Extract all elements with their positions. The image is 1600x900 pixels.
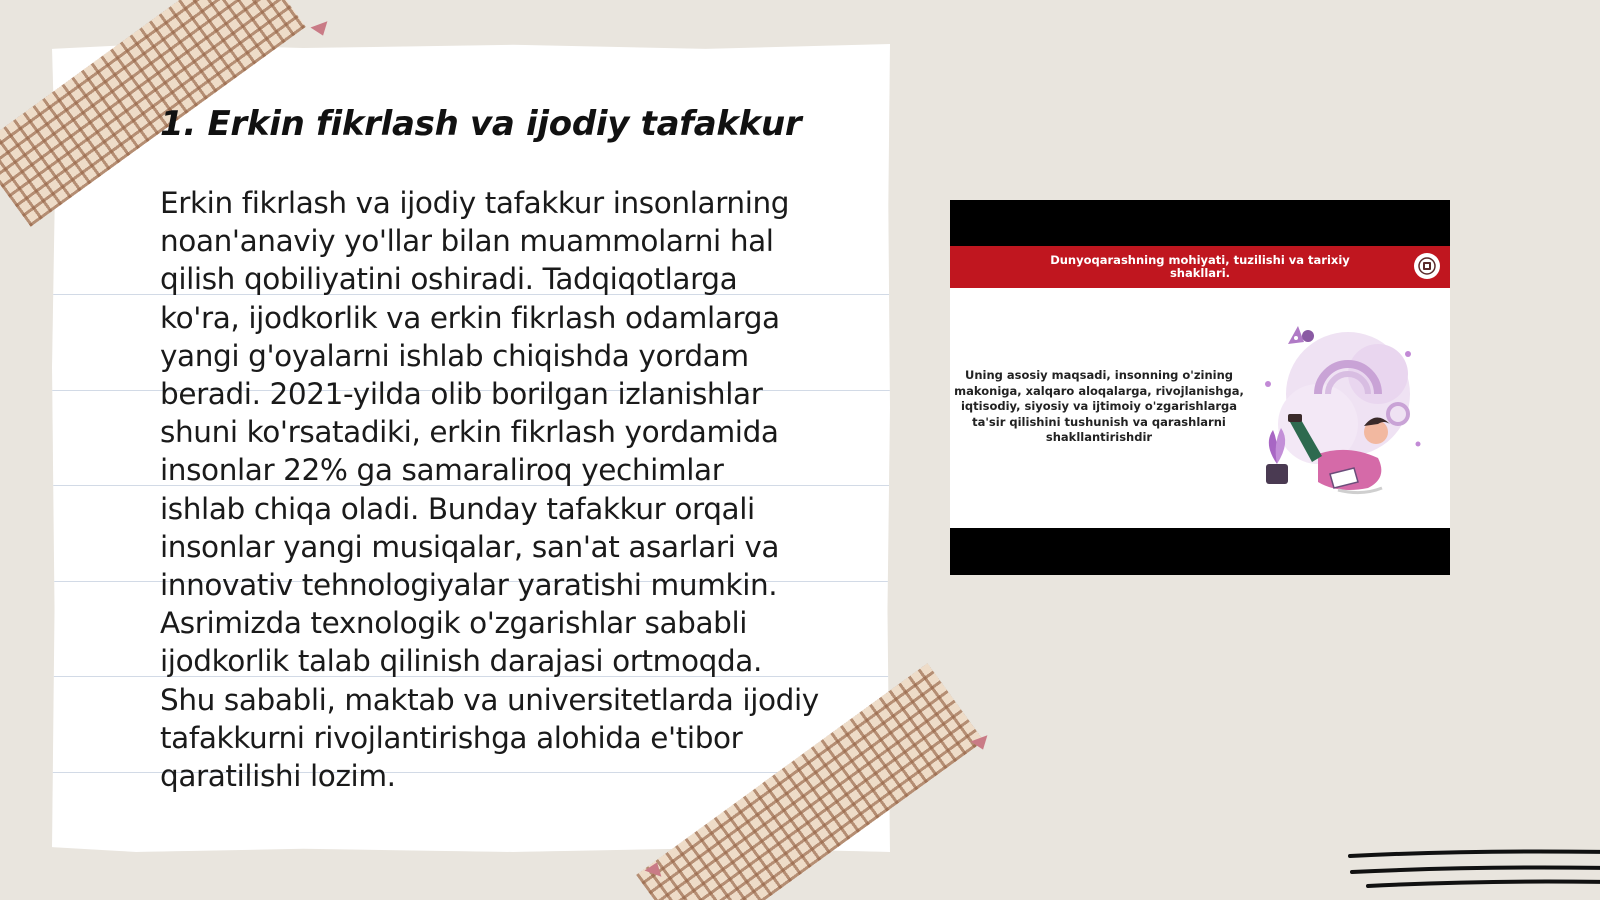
video-logo-icon: [1414, 253, 1440, 279]
body-line: yangi g'oyalarni ishlab chiqishda yordam: [160, 338, 749, 373]
body-line: noan'anaviy yo'llar bilan muammolarni hal: [160, 224, 774, 259]
body-line: Asrimizda texnologik o'zgarishlar sababli: [160, 606, 748, 641]
body-line: beradi. 2021-yilda olib borilgan izlanishlar: [160, 377, 763, 412]
body-line: insonlar yangi musiqalar, san'at asarlari va: [160, 529, 780, 564]
caption-line: shakllantirishdir: [1045, 430, 1153, 444]
body-line: ijodkorlik talab qilinish darajasi ortmoqda.: [160, 644, 762, 679]
body-line: Erkin fikrlash va ijodiy tafakkur insonlarning: [160, 186, 790, 220]
decorative-lines: [1348, 846, 1600, 892]
caption-line: ta'sir qilishini tushunish va qarashlarni: [972, 414, 1226, 429]
body-line: insonlar 22% ga samaraliroq yechimlar: [160, 453, 724, 488]
body-line: tafakkurni rivojlantirishga alohida e'tibor: [160, 720, 743, 755]
body-line: qaratilishi lozim.: [160, 759, 396, 794]
video-header-line: Dunyoqarashning mohiyati, tuzilishi va tarixiy: [1050, 253, 1350, 267]
body-line: Shu sababli, maktab va universitetlarda ijodiy: [160, 682, 819, 717]
body-line: ko'ra, ijodkorlik va erkin fikrlash odamlarga: [160, 300, 780, 335]
person-reading-illustration: [1248, 314, 1434, 508]
body-line: shuni ko'rsatadiki, erkin fikrlash yordamida: [160, 415, 779, 450]
video-header-bar: [950, 246, 1450, 288]
video-header-title: [1020, 254, 1380, 280]
slide-title: 1. Erkin fikrlash va ijodiy tafakkur: [160, 104, 802, 144]
body-line: qilish qobiliyatini oshiradi. Tadqiqotlarga: [160, 262, 738, 297]
video-header-line: shakllari.: [1169, 266, 1231, 280]
body-line: innovativ tehnologiyalar yaratishi mumkin.: [160, 568, 778, 603]
caption-line: Uning asosiy maqsadi, insonning o'zining: [964, 368, 1234, 382]
caption-line: makoniga, xalqaro aloqalarga, rivojlanishga,: [954, 383, 1244, 398]
slide-body: [160, 184, 850, 795]
caption-line: iqtisodiy, siyosiy va ijtimoiy o'zgarishlarga: [960, 399, 1237, 413]
embedded-video[interactable]: [950, 200, 1450, 575]
video-content: [950, 288, 1450, 528]
tape-corner: [310, 21, 331, 38]
video-caption: [954, 368, 1244, 446]
body-line: ishlab chiqa oladi. Bunday tafakkur orqali: [160, 491, 755, 526]
